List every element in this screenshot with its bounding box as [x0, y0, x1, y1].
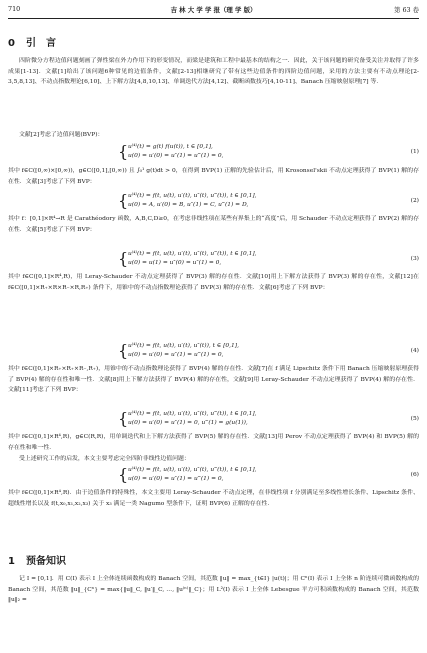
- header-rule: [8, 18, 419, 19]
- equation-6: [118, 466, 419, 486]
- equation-brace: {: [118, 341, 129, 360]
- equation-line: u(0) = u′(0) = u″(1) = u‴(1) = 0,: [128, 476, 224, 482]
- equation-4: [118, 342, 419, 362]
- intro-paragraph-6: 其中 f∈C([0,1]×R₊×R₊×R₋,R₊)，用锥中的不动点指数理论获得了 BVP(4) 解的存在性．文献[7]在 f 满足 Lipschitz 条件下用 Banach 压缩映射原理获得了 BVP(4) 解的存在性和唯一性．文献[8]用上下解方法获得了 BVP(4) 解的存在性，文献[9]用 Leray-Schauder 不动点定理获得了 BVP(4) 解的存在性．文献[11]考虑了下列 BVP：: [8, 366, 419, 393]
- equation-number: (1): [410, 149, 419, 155]
- equation-number: (3): [410, 256, 419, 262]
- equation-line: u⁽⁴⁾(t) = g(t) f(u(t)), t ∈ [0,1],: [128, 144, 213, 150]
- section-title: 预备知识: [26, 556, 66, 567]
- intro-paragraph-1: 四阶微分方程边值问题刻画了弹性梁在外力作用下的形变情况，而梁是建筑和工程中最基本的结构之一．因此，关于该问题的研究备受关注并取得了许多成果[1-13]．文献[1]给出了该问题6种常见的边值条件，文献[2-13]相继研究了带有这些边值条件的四阶边值问题，采用的方法主要有不动点理论[2-3,5,8,13]、不动点指数理论[6,10]、上下解方法[4,8,10,13]、单调迭代方法[4,12]、截断函数技巧[4,10-11]、Banach 压缩映射原理[7] 等．: [8, 58, 419, 85]
- equation-number: (6): [410, 472, 419, 478]
- equation-5: [118, 410, 419, 430]
- equation-number: (4): [410, 348, 419, 354]
- intro-paragraph-3: 其中 f∈C([0,∞)×[0,∞))，g∈C([0,1],[0,∞)) 且 ∫₀¹ g(t)dt > 0，在得到 BVP(1) 正解的先验估计后，用 Krosonsel'skii 不动点定理获得了 BVP(1) 解的存在性．文献[3]考虑了下列 BVP：: [8, 168, 419, 185]
- equation-brace: {: [118, 249, 129, 268]
- equation-1: [118, 143, 419, 163]
- equation-line: u(0) = u′(0) = u″(1) = u‴(1) = 0,: [128, 352, 224, 358]
- section-title: 引 言: [26, 38, 56, 49]
- equation-3: [118, 250, 419, 270]
- page-number: 710: [8, 5, 21, 13]
- equation-brace: {: [118, 142, 129, 161]
- equation-line: u⁽⁴⁾(t) = f(t, u(t), u′(t), u″(t)), t ∈ [0,1],: [128, 343, 239, 349]
- section-number: 0: [8, 38, 15, 49]
- prelim-paragraph-1: 记 I = [0,1]．用 C(I) 表示 I 上全体连续函数构成的 Banach 空间，其范数 ‖u‖ = max_{t∈I} |u(t)|；用 Cⁿ(I) 表示 I 上全体 n 阶连续可微函数构成的 Banach 空间，其范数 ‖u‖_{Cⁿ} = max{‖u‖_C, ‖u′‖_C, …, ‖u⁽ⁿ⁾‖_C}；用 L²(I) 表示 I 上全体 Lebesgue 平方可积函数构成的 Banach 空间，其范数 ‖u‖₂ =: [8, 576, 419, 603]
- equation-brace: {: [118, 191, 129, 210]
- equation-number: (5): [410, 416, 419, 422]
- intro-paragraph-9: 其中 f∈C([0,1]×R⁴,R)．由于边值条件的特殊性，本文主要用 Leray-Schauder 不动点定理，在非线性项 f 分别满足至多线性增长条件、Lipschitz 条件、超线性增长以及 f(t,x₀,x₁,x₂,x₃) 关于 x₃ 满足一类 Nagumo 型条件下，证明 BVP(6) 正解的存在性．: [8, 490, 419, 507]
- intro-paragraph-2: 文献[2]考虑了边值问题(BVP)：: [19, 132, 104, 138]
- intro-paragraph-5: 其中 f∈C([0,1]×R⁴,R)，用 Leray-Schauder 不动点定理获得了 BVP(3) 解的存在性．文献[10]用上下解方法获得了 BVP(3) 解的存在性，文献[12]在 f∈C([0,1]×R₊×R×R₋×R,R₊) 条件下，用锥中的不动点指数理论获得了 BVP(3) 解的存在性．文献[6]考虑了下列 BVP：: [8, 274, 419, 291]
- equation-number: (2): [410, 198, 419, 204]
- section-heading-preliminaries: [8, 556, 66, 568]
- equation-line: u⁽⁴⁾(t) = f(t, u(t), u′(t), u″(t), u‴(t)), t ∈ [0,1],: [128, 411, 257, 417]
- running-header: [8, 5, 419, 17]
- intro-paragraph-7: 其中 f∈C([0,1]×R⁴,R)，g∈C(R,R)，用单调迭代和上下解方法获得了 BVP(5) 解的存在性．文献[13]用 Perov 不动点定理获得了 BVP(4) 和 BVP(5) 解的存在性和唯一性．: [8, 434, 419, 451]
- journal-name: 吉 林 大 学 学 报（理 学 版）: [170, 6, 257, 14]
- equation-line: u(0) = u′(0) = u″(1) = u‴(1) = 0,: [128, 153, 224, 159]
- equation-2: [118, 192, 419, 212]
- equation-line: u(0) = u′(0) = u″(1) = 0, u‴(1) = g(u(1)),: [128, 420, 248, 426]
- equation-brace: {: [118, 465, 129, 484]
- intro-paragraph-4: 其中 f：[0,1]×R⁴→R 是 Carathéodory 函数，A,B,C,D≥0，在考虑非线性项在某些有界集上的“高度”后，用 Schauder 不动点定理获得了 BVP(2) 解的存在性．文献[5]考虑了下列 BVP：: [8, 216, 419, 233]
- equation-line: u⁽⁴⁾(t) = f(t, u(t), u′(t), u″(t), u‴(t)), t ∈ [0,1],: [128, 251, 257, 257]
- equation-brace: {: [118, 409, 129, 428]
- intro-paragraph-8: 受上述研究工作的启发，本文主要考虑完全四阶非线性边值问题：: [19, 456, 190, 462]
- equation-line: u(0) = A, u′(0) = B, u″(1) = C, u‴(1) = D,: [128, 202, 249, 208]
- volume-label: 第 63 卷: [394, 6, 419, 14]
- equation-line: u(0) = u(1) = u″(0) = u″(1) = 0,: [128, 260, 222, 266]
- equation-line: u⁽⁴⁾(t) = f(t, u(t), u′(t), u″(t), u‴(t)), t ∈ [0,1],: [128, 467, 257, 473]
- section-number: 1: [8, 556, 15, 567]
- section-heading-introduction: [8, 38, 56, 50]
- equation-line: u⁽⁴⁾(t) = f(t, u(t), u′(t), u″(t), u‴(t)), t ∈ [0,1],: [128, 193, 257, 199]
